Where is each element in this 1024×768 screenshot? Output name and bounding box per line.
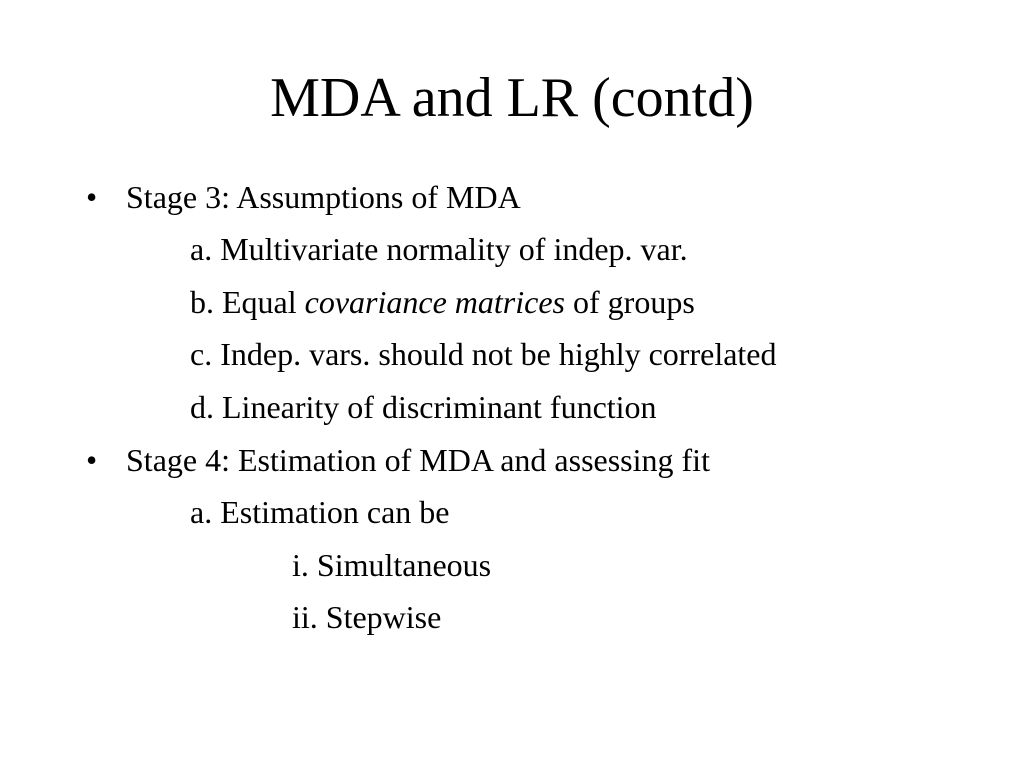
- stage-3-heading: Stage 3: Assumptions of MDA: [126, 179, 521, 215]
- slide-title: MDA and LR (contd): [270, 67, 754, 129]
- stage-3-item-b-emphasis: covariance matrices: [304, 284, 565, 320]
- bullet-marker-stage-4: •: [86, 442, 98, 478]
- stage-3-item-a: a. Multivariate normality of indep. var.: [190, 231, 688, 267]
- stage-4-item-a: a. Estimation can be: [190, 494, 450, 530]
- stage-4-sub-item-i: i. Simultaneous: [292, 547, 492, 583]
- stage-4-heading: Stage 4: Estimation of MDA and assessing fit: [126, 442, 710, 478]
- stage-4-sub-item-ii: ii. Stepwise: [292, 599, 442, 635]
- stage-3-item-b-suffix: of groups: [565, 284, 695, 320]
- stage-3-item-b: [190, 282, 695, 322]
- stage-3-item-b-prefix: b. Equal: [190, 284, 305, 320]
- stage-3-item-d: d. Linearity of discriminant function: [190, 389, 657, 425]
- bullet-marker-stage-3: •: [86, 179, 98, 215]
- stage-3-item-c: c. Indep. vars. should not be highly correlated: [190, 336, 777, 372]
